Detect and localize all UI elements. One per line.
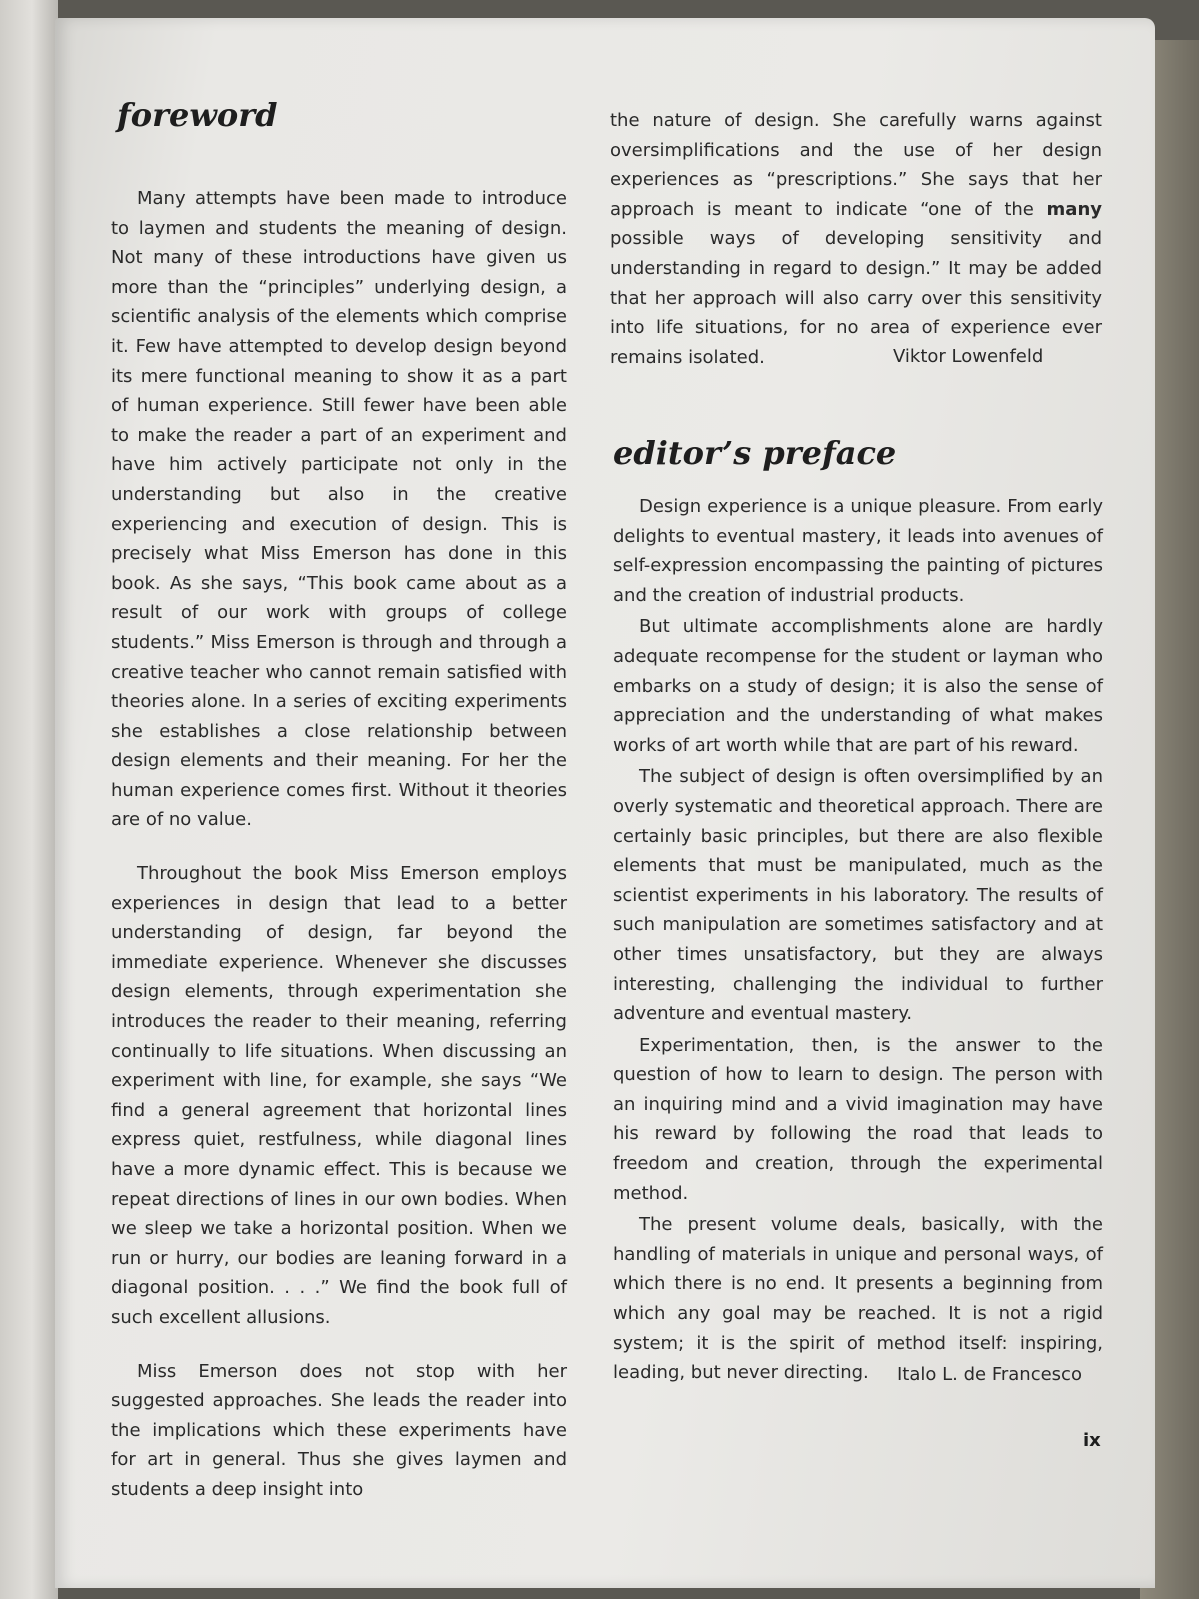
preface-paragraph-4: Experimentation, then, is the answer to the question of how to learn to design. The person with an inquiring mind and a vivid imagination may have his reward by following the road that leads to freedom and creation, through the experimental method. xyxy=(613,1034,1103,1204)
page-number: ix xyxy=(1083,1430,1101,1451)
book-page xyxy=(55,18,1155,1588)
preface-heading: editor’s preface xyxy=(613,434,897,472)
foreword-column xyxy=(111,184,567,1505)
preface-paragraph-5: The present volume deals, basically, with the handling of materials in unique and personal ways, of which there is no end. It presents a beginning from which any goal may be reached. It is not a rigid system; it is the spirit of method itself: inspiring, leading, but never directing. xyxy=(613,1214,1103,1384)
preface-signature: Italo L. de Francesco xyxy=(897,1364,1082,1385)
foreword-heading: foreword xyxy=(117,96,278,134)
continuation-text-start: the nature of design. She carefully warns against oversimplifications and the use of her design experiences as “prescriptions.” She says that her approach is meant to indicate “one of the xyxy=(610,110,1102,220)
preface-paragraph-1: Design experience is a unique pleasure. From early delights to eventual mastery, it leads into avenues of self-expression encompassing the painting of pictures and the creation of industrial products. xyxy=(613,496,1103,606)
foreword-continuation xyxy=(610,106,1102,372)
preface-column xyxy=(613,492,1103,1388)
book-spine xyxy=(0,0,58,1599)
foreword-paragraph-3: Miss Emerson does not stop with her suggested approaches. She leads the reader into the implications which these experiments have for art in general. Thus she gives laymen and students a deep insight into xyxy=(111,1360,567,1500)
preface-paragraph-2: But ultimate accomplishments alone are hardly adequate recompense for the student or layman who embarks on a study of design; it is also the sense of appreciation and the understanding of what makes works of art worth while that are part of his reward. xyxy=(613,616,1103,756)
preface-paragraph-3: The subject of design is often oversimplified by an overly systematic and theoretical approach. There are certainly basic principles, but there are also flexible elements that must be manipulated, much as the scientist experiments in his laboratory. The results of such manipulation are sometimes satisfactory and at other times unsatisfactory, but they are always interesting, challenging the individual to further adventure and eventual mastery. xyxy=(613,766,1103,1025)
foreword-paragraph-2: Throughout the book Miss Emerson employs experiences in design that lead to a better understanding of design, far beyond the immediate experience. Whenever she discusses design elements, through experimentation she introduces the reader to their meaning, referring continually to life situations. When discussing an experiment with line, for example, she says “We find a general agreement that horizontal lines express quiet, restfulness, while diagonal lines have a more dynamic effect. This is because we repeat directions of lines in our own bodies. When we sleep we take a horizontal position. When we run or hurry, our bodies are leaning forward in a diagonal position. . . .” We find the book full of such excellent allusions. xyxy=(111,863,567,1328)
foreword-signature: Viktor Lowenfeld xyxy=(893,346,1044,367)
foreword-continuation-column xyxy=(610,106,1102,372)
foreword-paragraph-1: Many attempts have been made to introduce to laymen and students the meaning of design. Not many of these introductions have given us more than the “principles” underlying design, a scientific analysis of the elements which comprise it. Few have attempted to develop design beyond its mere functional meaning to show it as a part of human experience. Still fewer have been able to make the reader a part of an experiment and have him actively participate not only in the understanding but also in the creative experiencing and execution of design. This is precisely what Miss Emerson has done in this book. As she says, “This book came about as a result of our work with groups of college students.” Miss Emerson is through and through a creative teacher who cannot remain satisfied with theories alone. In a series of exciting experiments she establishes a close relationship between design elements and their meaning. For her the human experience comes first. Without it theories are of no value. xyxy=(111,188,567,831)
continuation-text-end: possible ways of developing sensitivity and understanding in regard to design.” It may be added that her approach will also carry over this sensitivity into life situations, for no area of experience ever remains isolated. xyxy=(610,228,1102,368)
continuation-emphasis: many xyxy=(1046,198,1102,220)
